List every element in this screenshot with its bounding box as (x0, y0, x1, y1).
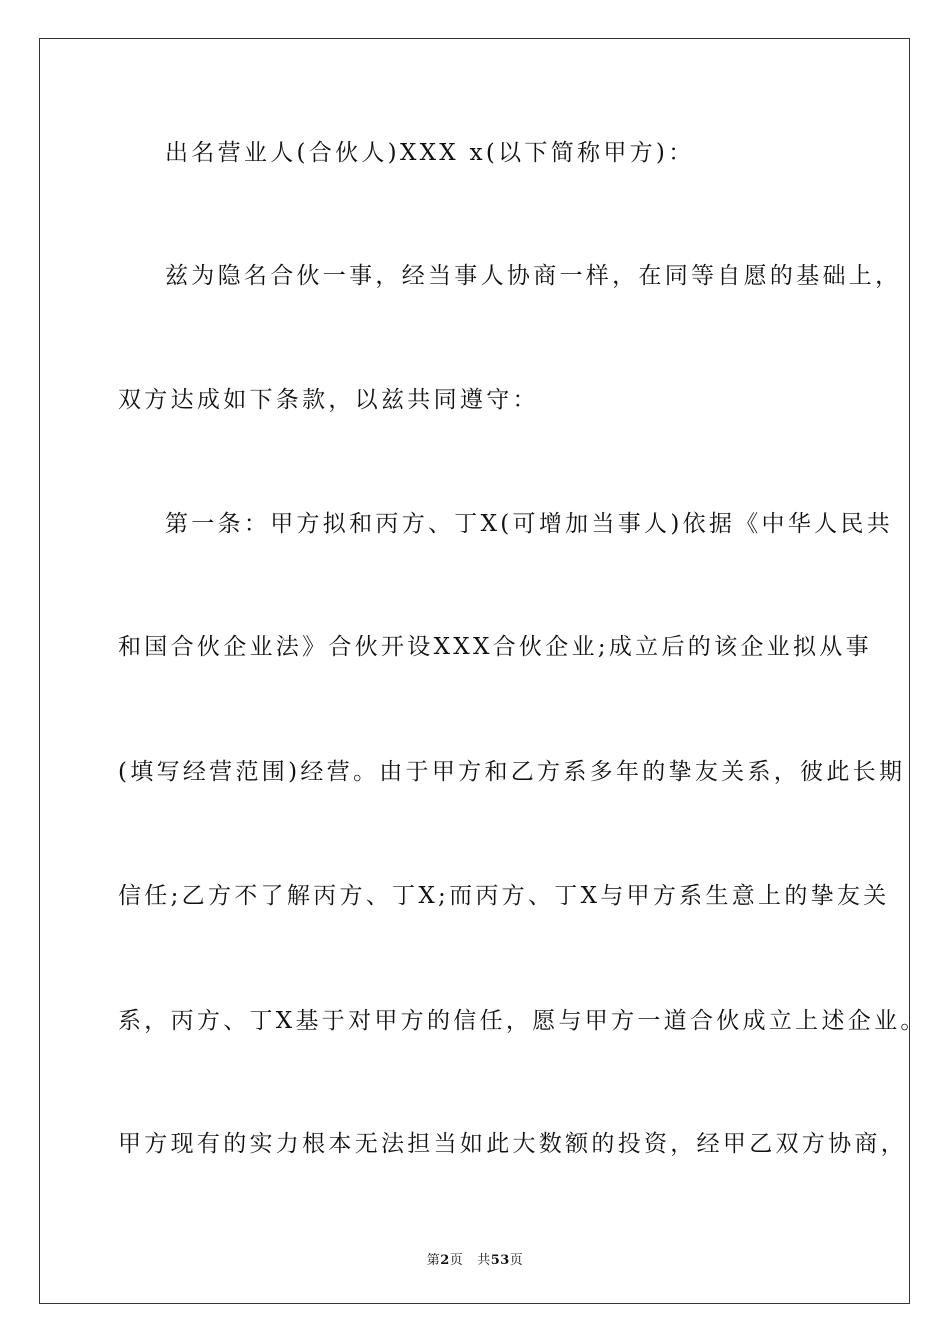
paragraph-line-4: 第一条：甲方拟和丙方、丁X(可增加当事人)依据《中华人民共 (165, 511, 894, 537)
paragraph-line-9: 甲方现有的实力根本无法担当如此大数额的投资，经甲乙双方协商， (118, 1131, 907, 1157)
total-suffix: 页 (509, 1253, 524, 1268)
paragraph-line-3: 双方达成如下条款，以兹共同遵守： (118, 387, 539, 413)
page-border (39, 38, 910, 1304)
page-prefix: 第 (426, 1253, 441, 1268)
paragraph-line-8: 系，丙方、丁X基于对甲方的信任，愿与甲方一道合伙成立上述企业。 (118, 1008, 927, 1034)
page-number: 2 (440, 1253, 450, 1268)
paragraph-line-6: (填写经营范围)经营。由于甲方和乙方系多年的挚友关系，彼此长期 (118, 759, 906, 785)
paragraph-line-2: 兹为隐名合伙一事，经当事人协商一样，在同等自愿的基础上， (165, 263, 902, 289)
total-pages: 53 (490, 1253, 510, 1268)
total-prefix: 共 (477, 1253, 491, 1268)
paragraph-line-7: 信任;乙方不了解丙方、丁X;而丙方、丁X与甲方系生意上的挚友关 (118, 883, 890, 909)
page-suffix: 页 (449, 1253, 464, 1268)
paragraph-line-1: 出名营业人(合伙人)XXX x(以下简称甲方)： (165, 140, 695, 166)
paragraph-line-5: 和国合伙企业法》合伙开设XXX合伙企业;成立后的该企业拟从事 (118, 634, 872, 660)
page-footer (0, 1249, 950, 1268)
